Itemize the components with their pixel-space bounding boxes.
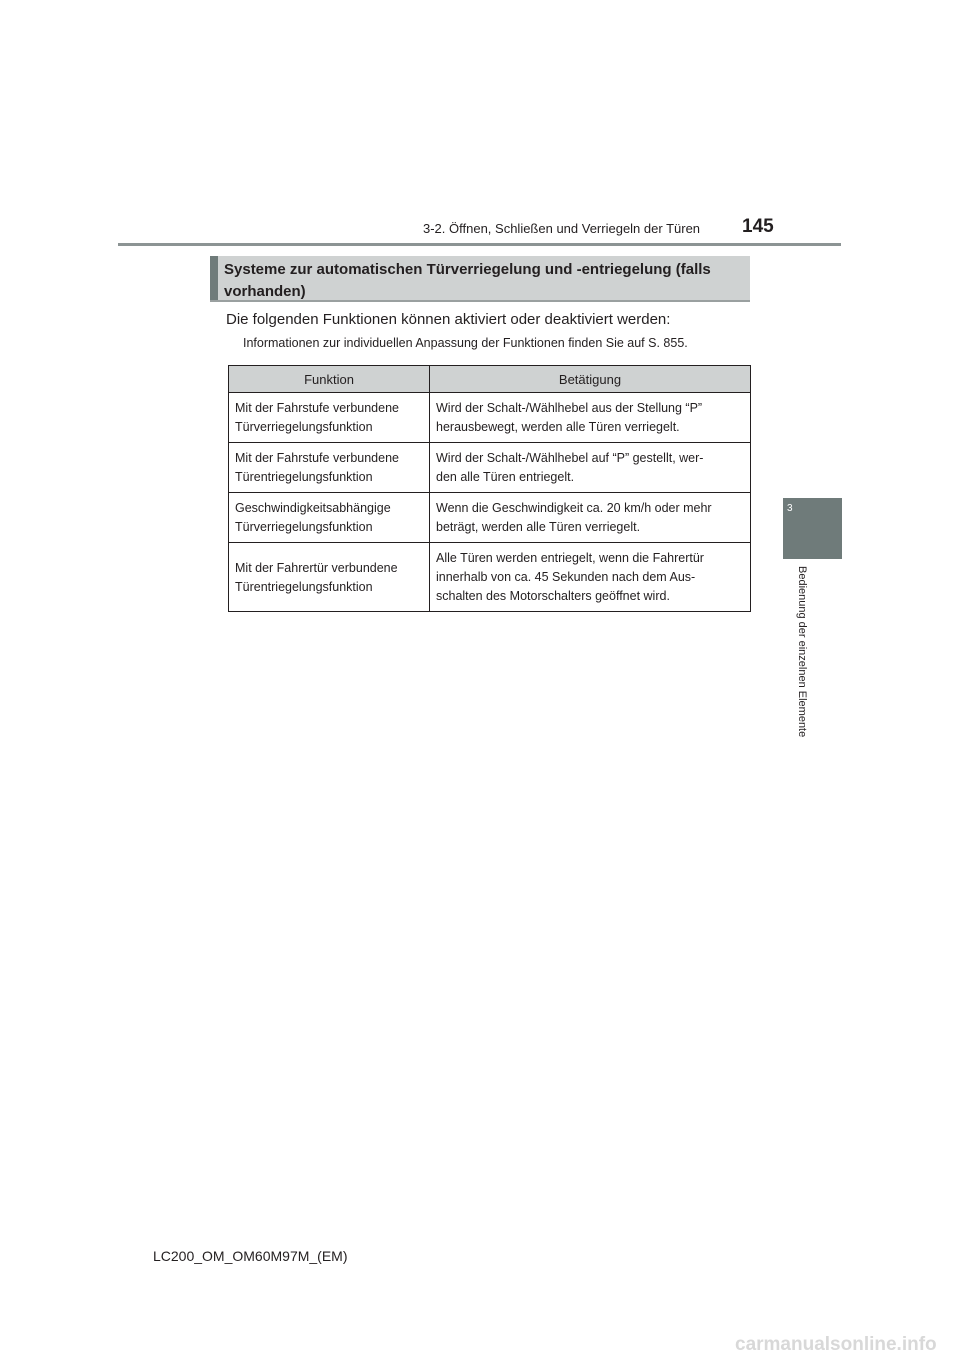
operation-cell: Alle Türen werden entriegelt, wenn die Fahrertür innerhalb von ca. 45 Sekunden nach dem Aus- schalten des Motorschalters geöffnet wird. [430, 543, 751, 612]
chapter-number: 3 [787, 503, 793, 514]
function-cell: Mit der Fahrstufe verbundene Türverriegelungsfunktion [229, 393, 430, 443]
table-row [229, 493, 751, 543]
function-cell: Mit der Fahrertür verbundene Türentriegelungsfunktion [229, 543, 430, 612]
intro-text: Die folgenden Funktionen können aktiviert oder deaktiviert werden: [226, 311, 671, 328]
table-row [229, 543, 751, 612]
header-divider [118, 243, 841, 246]
section-heading-text [224, 259, 744, 303]
table-row [229, 393, 751, 443]
document-code: LC200_OM_OM60M97M_(EM) [153, 1248, 348, 1264]
section-heading-line: vorhanden) [224, 283, 306, 300]
running-header: 3-2. Öffnen, Schließen und Verriegeln der Türen [423, 221, 701, 236]
operation-cell: Wird der Schalt-/Wählhebel aus der Stellung “P” herausbewegt, werden alle Türen verriegelt. [430, 393, 751, 443]
section-heading-bar [210, 256, 218, 300]
customization-note: Informationen zur individuellen Anpassung der Funktionen finden Sie auf S. 855. [243, 336, 688, 350]
watermark: carmanualsonline.info [735, 1334, 937, 1355]
column-header-function: Funktion [229, 366, 430, 393]
operation-cell: Wird der Schalt-/Wählhebel auf “P” gestellt, wer- den alle Türen entriegelt. [430, 443, 751, 493]
column-header-operation: Betätigung [430, 366, 751, 393]
function-table [228, 365, 751, 612]
chapter-title: Bedienung der einzelnen Elemente [796, 566, 808, 738]
section-heading-line: Systeme zur automatischen Türverriegelung und -entriegelung (falls [224, 261, 711, 278]
section-heading [210, 256, 750, 302]
function-cell: Mit der Fahrstufe verbundene Türentriegelungsfunktion [229, 443, 430, 493]
table-header-row [229, 366, 751, 393]
function-cell: Geschwindigkeitsabhängige Türverriegelungsfunktion [229, 493, 430, 543]
table-row [229, 443, 751, 493]
operation-cell: Wenn die Geschwindigkeit ca. 20 km/h oder mehr beträgt, werden alle Türen verriegelt. [430, 493, 751, 543]
page-number: 145 [742, 216, 774, 237]
